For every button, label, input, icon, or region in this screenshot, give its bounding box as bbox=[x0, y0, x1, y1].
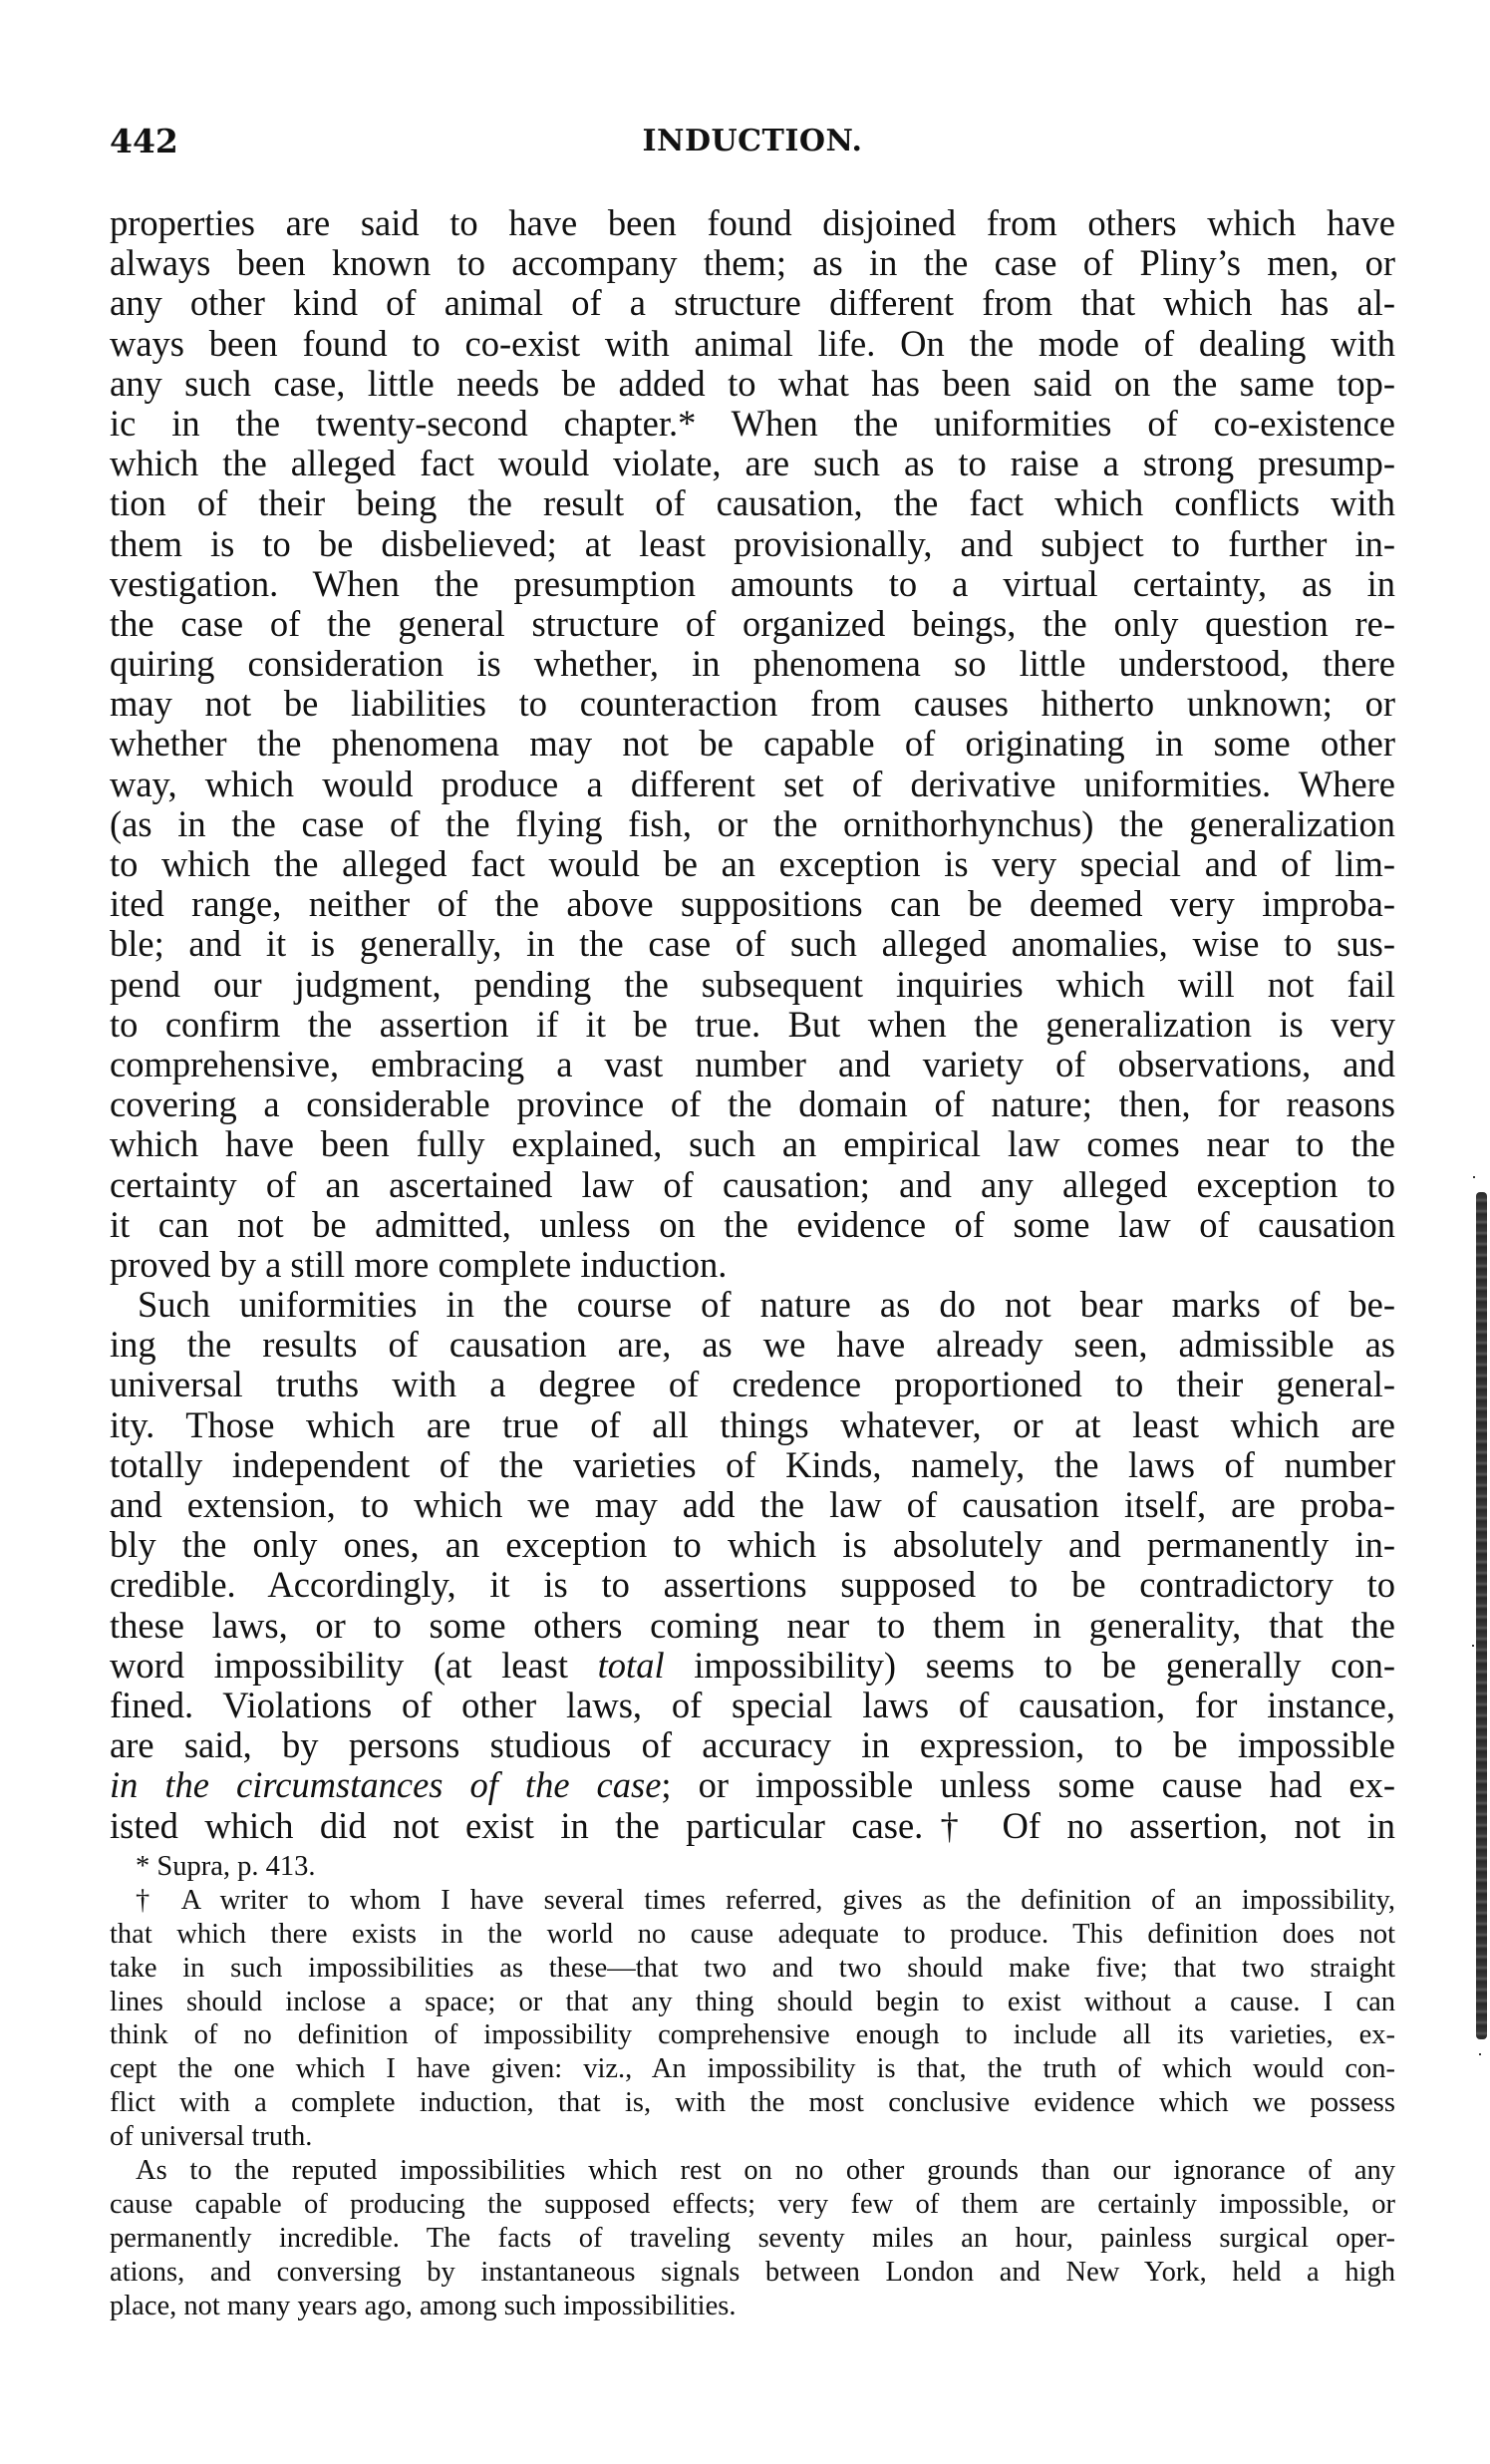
body-line: properties are said to have been found disjoined from others which have bbox=[110, 203, 1395, 243]
body-line-with-italic bbox=[110, 1646, 1395, 1686]
body-line: and extension, to which we may add the law of causation itself, are proba- bbox=[110, 1485, 1395, 1525]
body-line: certainty of an ascertained law of causation; and any alleged exception to bbox=[110, 1164, 1395, 1205]
body-line: universal truths with a degree of credence proportioned to their general- bbox=[110, 1365, 1395, 1405]
body-line: pend our judgment, pending the subsequent inquiries which will not fail bbox=[110, 964, 1395, 1005]
body-line: vestigation. When the presumption amounts to a virtual certainty, as in bbox=[110, 563, 1395, 604]
footnote-line: ations, and conversing by instantaneous signals between London and New York, held a high bbox=[110, 2256, 1395, 2288]
binding-edge-shadow bbox=[1476, 1192, 1487, 2039]
footnote-line: cept the one which I have given: viz., An impossibility is that, the truth of which would con- bbox=[110, 2053, 1395, 2085]
italic-run: in the circumstances of the case bbox=[110, 1765, 662, 1806]
body-line: way, which would produce a different set of derivative uniformities. Where bbox=[110, 764, 1395, 804]
body-line: comprehensive, embracing a vast number and variety of observations, and bbox=[110, 1044, 1395, 1084]
body-line: bly the only ones, an exception to which is absolutely and permanently in- bbox=[110, 1525, 1395, 1566]
footnote-line: take in such impossibilities as these—that two and two should make five; that two straight bbox=[110, 1952, 1395, 1984]
body-line: ways been found to co-exist with animal life. On the mode of dealing with bbox=[110, 323, 1395, 364]
footnote-line: that which there exists in the world no cause adequate to produce. This definition does not bbox=[110, 1918, 1395, 1950]
body-line: are said, by persons studious of accuracy in expression, to be impossible bbox=[110, 1725, 1395, 1766]
body-line: them is to be disbelieved; at least provisionally, and subject to further in- bbox=[110, 523, 1395, 564]
body-line: any such case, little needs be added to what has been said on the same top- bbox=[110, 363, 1395, 404]
footnote-line: cause capable of producing the supposed effects; very few of them are certainly impossible, or bbox=[110, 2188, 1395, 2220]
body-line: ited range, neither of the above suppositions can be deemed very improba- bbox=[110, 884, 1395, 925]
body-line-paragraph-start: Such uniformities in the course of nature as do not bear marks of be- bbox=[138, 1285, 1395, 1326]
footnote-line: of universal truth. bbox=[110, 2121, 313, 2153]
body-line: whether the phenomena may not be capable of originating in some other bbox=[110, 724, 1395, 765]
footnote-line: place, not many years ago, among such impossibilities. bbox=[110, 2290, 737, 2321]
footnote-asterisk: * Supra, p. 413. bbox=[136, 1851, 316, 1882]
footnote-line: lines should inclose a space; or that any thing should begin to exist without a cause. I can bbox=[110, 1986, 1395, 2017]
body-line: ic in the twenty-second chapter.* When the uniformities of co-existence bbox=[110, 403, 1395, 444]
body-line: it can not be admitted, unless on the evidence of some law of causation bbox=[110, 1204, 1395, 1245]
body-line: credible. Accordingly, it is to assertions supposed to be contradictory to bbox=[110, 1565, 1395, 1606]
footnote-line: permanently incredible. The facts of traveling seventy miles an hour, painless surgical oper- bbox=[110, 2222, 1395, 2254]
body-line: totally independent of the varieties of Kinds, namely, the laws of number bbox=[110, 1444, 1395, 1485]
scan-speck bbox=[1473, 1176, 1475, 1178]
body-line: (as in the case of the flying fish, or the ornithorhynchus) the generalization bbox=[110, 803, 1395, 844]
body-line: any other kind of animal of a structure different from that which has al- bbox=[110, 283, 1395, 324]
body-line: to confirm the assertion if it be true. But when the generalization is very bbox=[110, 1004, 1395, 1045]
body-line: tion of their being the result of causation, the fact which conflicts with bbox=[110, 483, 1395, 524]
footnote-line: think of no definition of impossibility comprehensive enough to include all its varieties, ex- bbox=[110, 2019, 1395, 2051]
body-line-paragraph-end: proved by a still more complete induction. bbox=[110, 1244, 728, 1285]
text-run: ; or impossible unless some cause had ex- bbox=[661, 1765, 1395, 1806]
body-line: isted which did not exist in the particular case.† Of no assertion, not in bbox=[110, 1805, 1395, 1846]
body-line: covering a considerable province of the domain of nature; then, for reasons bbox=[110, 1084, 1395, 1125]
body-line: the case of the general structure of organized beings, the only question re- bbox=[110, 603, 1395, 644]
footnote-paragraph-start: As to the reputed impossibilities which rest on no other grounds than our ignorance of any bbox=[136, 2155, 1395, 2187]
body-line: which the alleged fact would violate, are such as to raise a strong presump- bbox=[110, 444, 1395, 484]
footnote-dagger-start: † A writer to whom I have several times referred, gives as the definition of an impossibility, bbox=[136, 1884, 1395, 1916]
body-line: may not be liabilities to counteraction from causes hitherto unknown; or bbox=[110, 684, 1395, 725]
body-line: ing the results of causation are, as we have already seen, admissible as bbox=[110, 1325, 1395, 1366]
running-head bbox=[110, 118, 1395, 167]
running-head-title: INDUCTION. bbox=[642, 124, 863, 158]
body-line: fined. Violations of other laws, of special laws of causation, for instance, bbox=[110, 1685, 1395, 1725]
text-run: impossibility) seems to be generally con- bbox=[664, 1645, 1395, 1686]
page-number: 442 bbox=[110, 122, 178, 160]
scan-speck bbox=[1479, 2053, 1481, 2055]
text-run: word impossibility (at least bbox=[110, 1645, 598, 1686]
footnote-line: flict with a complete induction, that is, with the most conclusive evidence which we possess bbox=[110, 2087, 1395, 2119]
body-line: quiring consideration is whether, in phenomena so little understood, there bbox=[110, 644, 1395, 685]
body-line: these laws, or to some others coming near to them in generality, that the bbox=[110, 1605, 1395, 1646]
scan-speck bbox=[1472, 1645, 1474, 1647]
footnotes bbox=[110, 1850, 1395, 2322]
body-text bbox=[110, 203, 1395, 1846]
body-line: to which the alleged fact would be an exception is very special and of lim- bbox=[110, 844, 1395, 884]
italic-run: total bbox=[597, 1645, 665, 1686]
body-line: ble; and it is generally, in the case of such alleged anomalies, wise to sus- bbox=[110, 924, 1395, 965]
body-line: always been known to accompany them; as in the case of Pliny’s men, or bbox=[110, 243, 1395, 284]
body-line: ity. Those which are true of all things whatever, or at least which are bbox=[110, 1404, 1395, 1445]
body-line-with-italic bbox=[110, 1765, 1395, 1805]
body-line: which have been fully explained, such an empirical law comes near to the bbox=[110, 1124, 1395, 1165]
